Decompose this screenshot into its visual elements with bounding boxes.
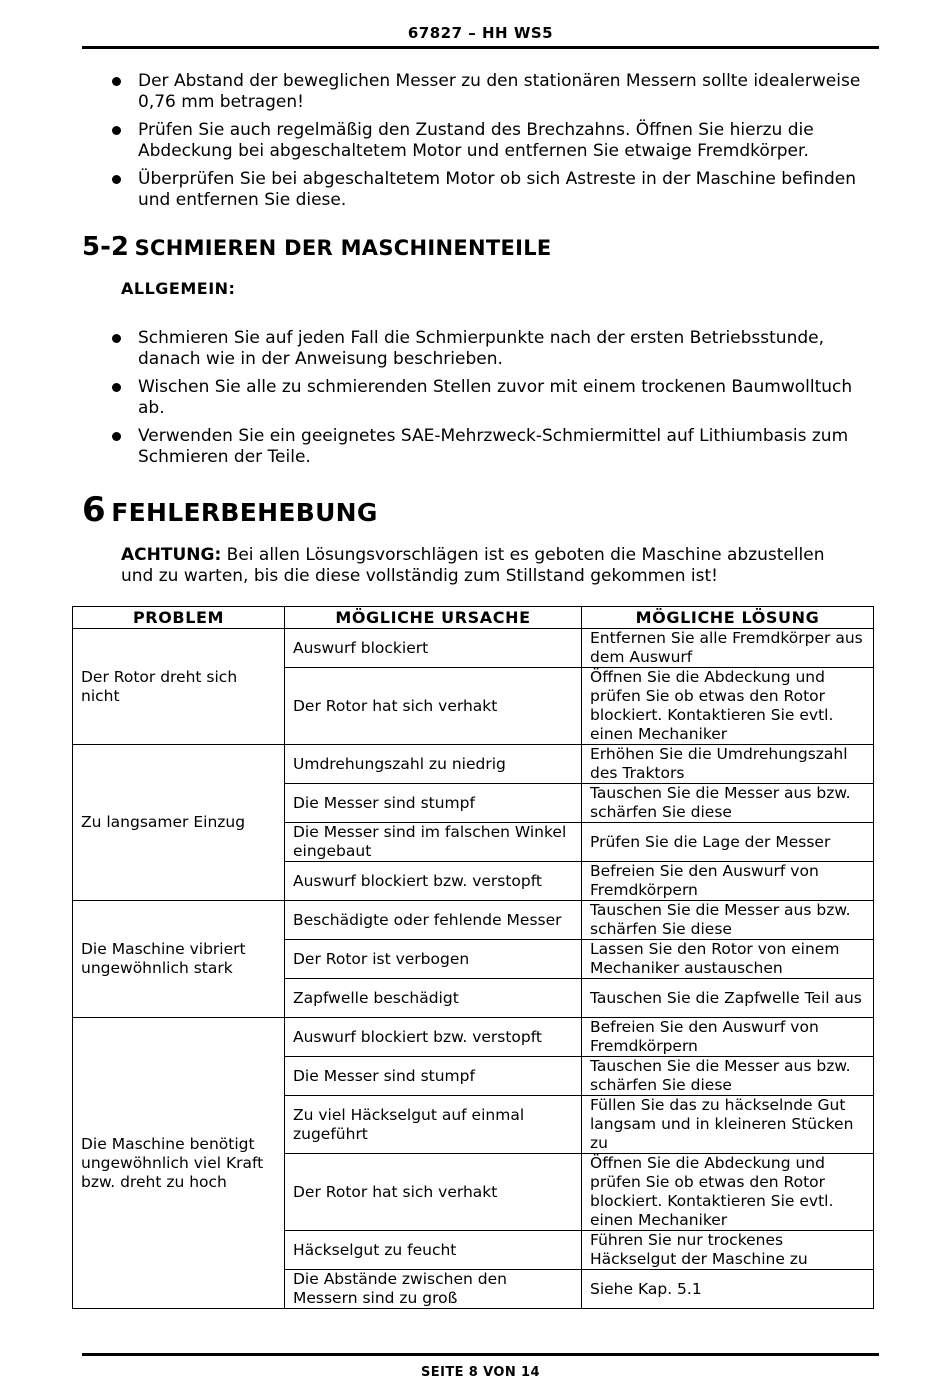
- solution-cell: Befreien Sie den Auswurf von Fremdkörpern: [582, 1018, 874, 1057]
- solution-cell: Entfernen Sie alle Fremdkörper aus dem Auswurf: [582, 629, 874, 668]
- column-header-problem: PROBLEM: [73, 607, 285, 629]
- footer-rule: [82, 1353, 879, 1356]
- solution-cell: Öffnen Sie die Abdeckung und prüfen Sie ob etwas den Rotor blockiert. Kontaktieren Sie evtl. einen Mechaniker: [582, 1154, 874, 1231]
- lubrication-bullet-list: [110, 328, 880, 475]
- list-item: Prüfen Sie auch regelmäßig den Zustand des Brechzahns. Öffnen Sie hierzu die Abdeckung bei abgeschaltetem Motor und entfernen Sie etwaige Fremdkörper.: [110, 120, 880, 162]
- list-item: Der Abstand der beweglichen Messer zu den stationären Messern sollte idealerweise 0,76 mm betragen!: [110, 71, 880, 113]
- solution-cell: Prüfen Sie die Lage der Messer: [582, 823, 874, 862]
- table-row: [73, 1018, 874, 1057]
- cause-cell: Zu viel Häckselgut auf einmal zugeführt: [285, 1096, 582, 1154]
- table-row: [73, 629, 874, 668]
- section-title: FEHLERBEHEBUNG: [111, 498, 378, 527]
- cause-cell: Häckselgut zu feucht: [285, 1231, 582, 1270]
- solution-cell: Tauschen Sie die Messer aus bzw. schärfen Sie diese: [582, 1057, 874, 1096]
- solution-cell: Lassen Sie den Rotor von einem Mechaniker austauschen: [582, 940, 874, 979]
- solution-cell: Siehe Kap. 5.1: [582, 1270, 874, 1309]
- warning-label: ACHTUNG:: [121, 545, 222, 565]
- column-header-cause: MÖGLICHE URSACHE: [285, 607, 582, 629]
- table-row: [73, 901, 874, 940]
- list-item: Überprüfen Sie bei abgeschaltetem Motor ob sich Astreste in der Maschine befinden und entfernen Sie diese.: [110, 169, 880, 211]
- solution-cell: Tauschen Sie die Messer aus bzw. schärfen Sie diese: [582, 901, 874, 940]
- column-header-solution: MÖGLICHE LÖSUNG: [582, 607, 874, 629]
- warning-text: Bei allen Lösungsvorschlägen ist es geboten die Maschine abzustellen und zu warten, bis die diese vollständig zum Stillstand gekommen ist!: [121, 545, 825, 586]
- cause-cell: Der Rotor hat sich verhakt: [285, 1154, 582, 1231]
- list-item: Schmieren Sie auf jeden Fall die Schmierpunkte nach der ersten Betriebsstunde, danach wie in der Anweisung beschrieben.: [110, 328, 880, 370]
- table-row: [73, 745, 874, 784]
- solution-cell: Tauschen Sie die Messer aus bzw. schärfen Sie diese: [582, 784, 874, 823]
- cause-cell: Beschädigte oder fehlende Messer: [285, 901, 582, 940]
- section-number: 5-2: [82, 232, 129, 262]
- solution-cell: Öffnen Sie die Abdeckung und prüfen Sie ob etwas den Rotor blockiert. Kontaktieren Sie evtl. einen Mechaniker: [582, 668, 874, 745]
- solution-cell: Befreien Sie den Auswurf von Fremdkörpern: [582, 862, 874, 901]
- cause-cell: Auswurf blockiert bzw. verstopft: [285, 862, 582, 901]
- solution-cell: Führen Sie nur trockenes Häckselgut der Maschine zu: [582, 1231, 874, 1270]
- subheading-allgemein: ALLGEMEIN:: [121, 279, 236, 298]
- section-title: SCHMIEREN DER MASCHINENTEILE: [134, 236, 552, 260]
- table-header-row: [73, 607, 874, 629]
- header-rule: [82, 46, 879, 49]
- problem-cell: Die Maschine vibriert ungewöhnlich stark: [73, 901, 285, 1018]
- problem-cell: Die Maschine benötigt ungewöhnlich viel Kraft bzw. dreht zu hoch: [73, 1018, 285, 1309]
- cause-cell: Die Messer sind stumpf: [285, 1057, 582, 1096]
- problem-cell: Zu langsamer Einzug: [73, 745, 285, 901]
- intro-bullet-list: [110, 71, 880, 218]
- cause-cell: Der Rotor ist verbogen: [285, 940, 582, 979]
- page-footer: SEITE 8 VON 14: [421, 1365, 540, 1380]
- solution-cell: Tauschen Sie die Zapfwelle Teil aus: [582, 979, 874, 1018]
- warning-note: [121, 545, 861, 587]
- cause-cell: Zapfwelle beschädigt: [285, 979, 582, 1018]
- section-number: 6: [82, 490, 106, 530]
- cause-cell: Auswurf blockiert bzw. verstopft: [285, 1018, 582, 1057]
- troubleshooting-table: [72, 606, 874, 1309]
- cause-cell: Die Messer sind im falschen Winkel eingebaut: [285, 823, 582, 862]
- list-item: Verwenden Sie ein geeignetes SAE-Mehrzweck-Schmiermittel auf Lithiumbasis zum Schmieren der Teile.: [110, 426, 880, 468]
- solution-cell: Erhöhen Sie die Umdrehungszahl des Traktors: [582, 745, 874, 784]
- solution-cell: Füllen Sie das zu häckselnde Gut langsam und in kleineren Stücken zu: [582, 1096, 874, 1154]
- cause-cell: Die Abstände zwischen den Messern sind zu groß: [285, 1270, 582, 1309]
- cause-cell: Der Rotor hat sich verhakt: [285, 668, 582, 745]
- page-header: 67827 – HH WS5: [407, 24, 554, 42]
- cause-cell: Auswurf blockiert: [285, 629, 582, 668]
- problem-cell: Der Rotor dreht sich nicht: [73, 629, 285, 745]
- section-heading-5-2: [82, 232, 552, 262]
- section-heading-6: [82, 490, 378, 530]
- list-item: Wischen Sie alle zu schmierenden Stellen zuvor mit einem trockenen Baumwolltuch ab.: [110, 377, 880, 419]
- cause-cell: Umdrehungszahl zu niedrig: [285, 745, 582, 784]
- cause-cell: Die Messer sind stumpf: [285, 784, 582, 823]
